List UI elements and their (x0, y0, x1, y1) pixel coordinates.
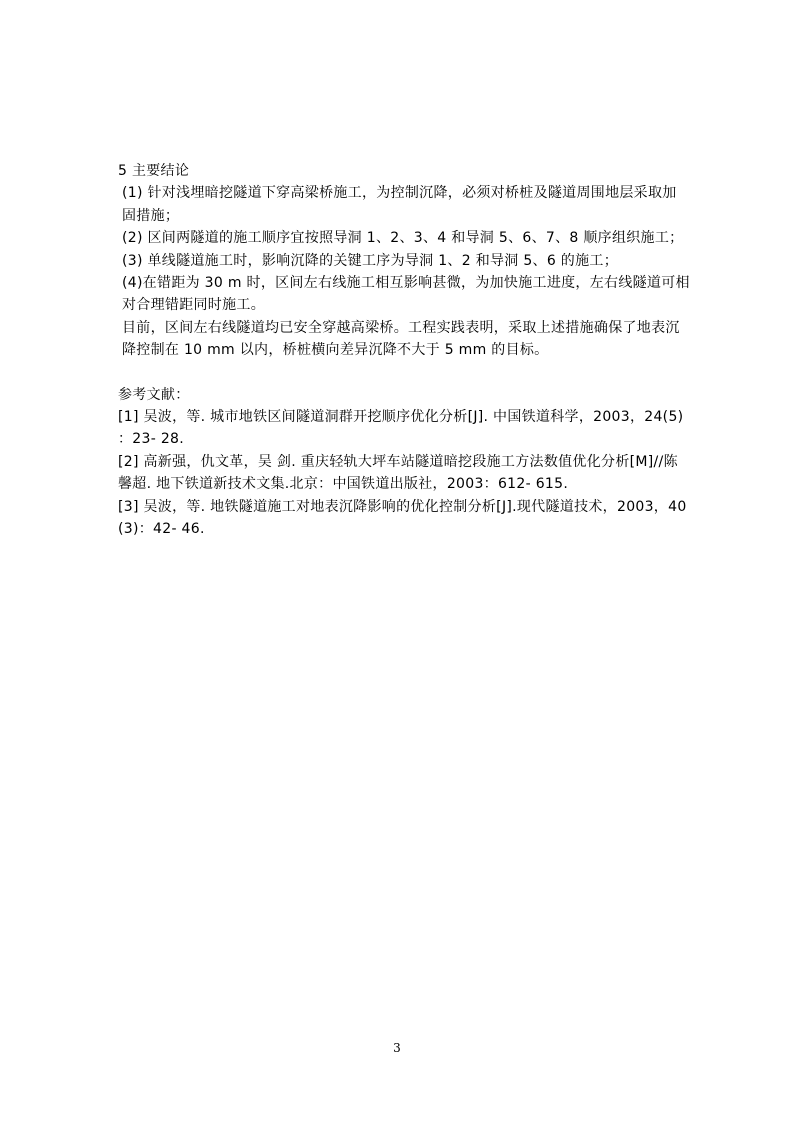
section-heading: 5 主要结论 (118, 163, 190, 179)
conclusion-item-4: (4)在错距为 30 m 时，区间左右线施工相互影响甚微，为加快施工进度，左右线隧道可相对合理错距同时施工。 (122, 275, 690, 314)
conclusion-item-2: (2) 区间两隧道的施工顺序宜按照导洞 1、2、3、4 和导洞 5、6、7、8 顺序组织施工； (122, 230, 684, 247)
paragraph-gap (118, 362, 690, 384)
conclusion-item-1: (1) 针对浅埋暗挖隧道下穿高梁桥施工，为控制沉降，必须对桥桩及隧道周围地层采取加固措施； (122, 185, 677, 224)
page-content (118, 160, 690, 541)
references-section (118, 384, 690, 541)
reference-item-3: [3] 吴波，等. 地铁隧道施工对地表沉降影响的优化控制分析[J].现代隧道技术，2003，40(3)：42- 46. (118, 498, 687, 538)
reference-item-2: [2] 高新强，仇文革，吴 剑. 重庆轻轨大坪车站隧道暗挖段施工方法数值优化分析[M]//陈馨超. 地下铁道新技术文集.北京：中国铁道出版社，2003：612- 615. (118, 453, 678, 493)
references-heading: 参考文献： (118, 386, 190, 403)
conclusion-summary: 目前，区间左右线隧道均已安全穿越高梁桥。工程实践表明，采取上述措施确保了地表沉降控制在 10 mm 以内，桥桩横向差异沉降不大于 5 mm 的目标。 (122, 319, 680, 359)
conclusion-item-3: (3) 单线隧道施工时，影响沉降的关键工序为导洞 1、2 和导洞 5、6 的施工； (122, 252, 619, 269)
page-number: 3 (393, 1041, 401, 1055)
reference-item-1: [1] 吴波，等. 城市地铁区间隧道洞群开挖顺序优化分析[J]. 中国铁道科学，2003，24(5) ：23- 28. (118, 409, 684, 448)
